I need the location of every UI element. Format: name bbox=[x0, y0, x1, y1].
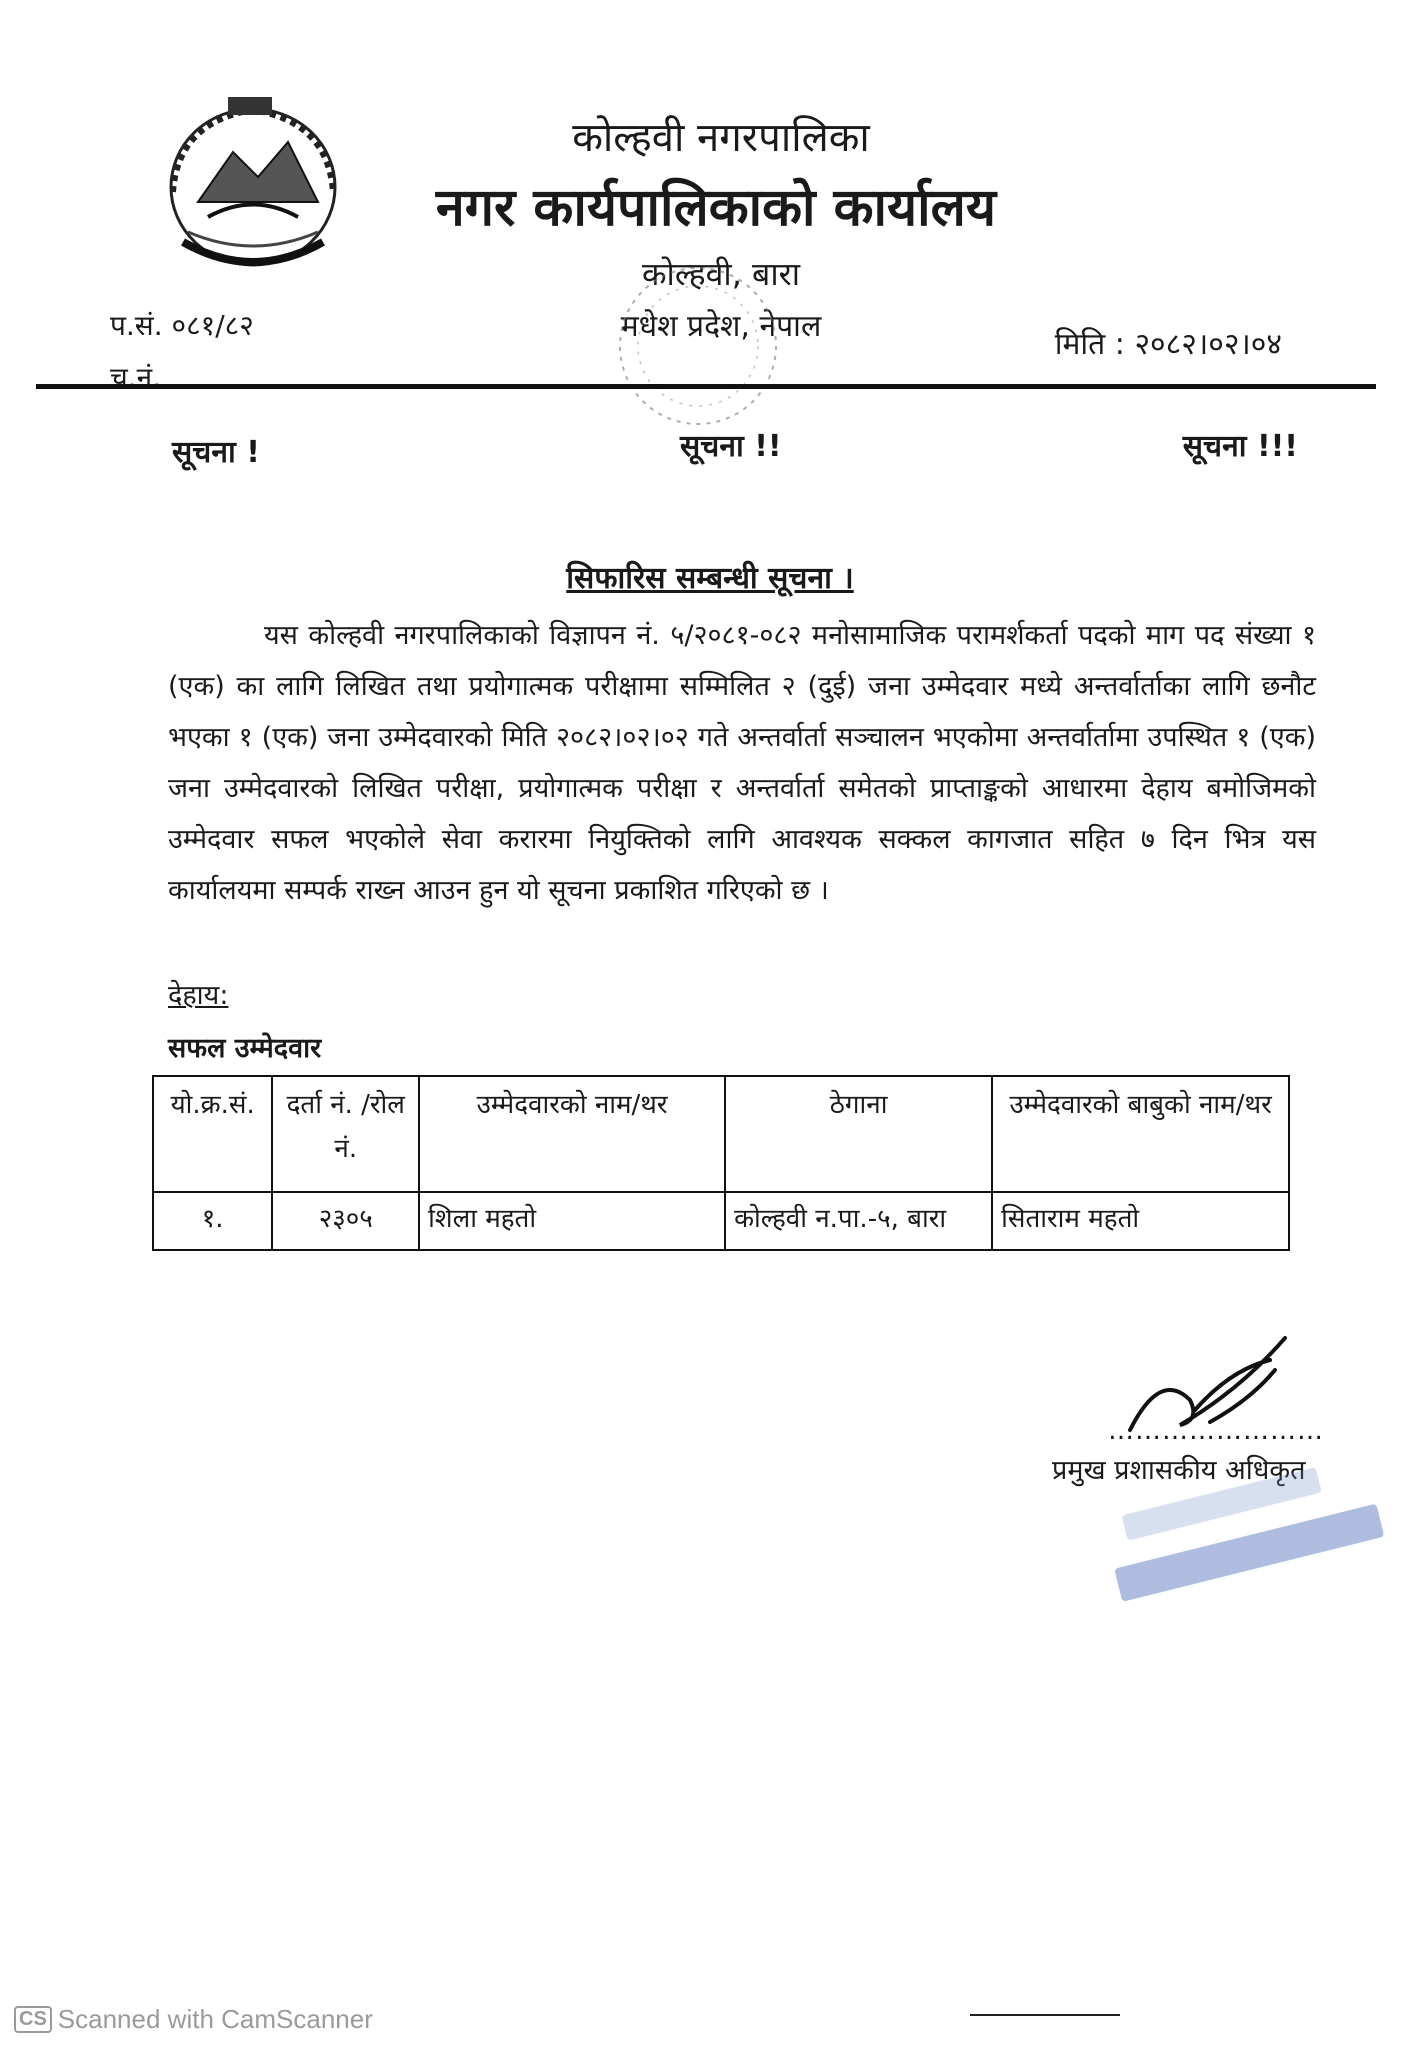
cell-roll: २३०५ bbox=[272, 1192, 419, 1250]
notice-heading-1: सूचना ! bbox=[172, 435, 260, 470]
notice-body bbox=[168, 610, 1316, 916]
signature-dots: …………………… bbox=[1108, 1416, 1324, 1446]
official-stamp-icon bbox=[1100, 1455, 1400, 1615]
scanner-text: Scanned with CamScanner bbox=[57, 2004, 373, 2034]
dehay-label: देहाय: bbox=[168, 980, 229, 1011]
bottom-mark-line bbox=[970, 2014, 1120, 2016]
office-stamp-icon bbox=[608, 226, 788, 446]
cell-serial: १. bbox=[153, 1192, 272, 1250]
reference-number: प.सं. ०८१/८२ bbox=[110, 309, 254, 342]
notice-heading-2: सूचना !! bbox=[680, 429, 782, 464]
municipality-name: कोल्हवी नगरपालिका bbox=[572, 115, 870, 161]
notice-subject: सिफारिस सम्बन्धी सूचना । bbox=[566, 561, 854, 596]
table-row bbox=[153, 1192, 1289, 1250]
scanner-logo-icon: CS bbox=[14, 2006, 52, 2033]
cell-address: कोल्हवी न.पा.-५, बारा bbox=[725, 1192, 992, 1250]
notice-heading-3: सूचना !!! bbox=[1182, 429, 1298, 464]
col-father-header: उम्मेदवारको बाबुको नाम/थर bbox=[992, 1076, 1289, 1192]
office-province: मधेश प्रदेश, नेपाल bbox=[620, 309, 822, 344]
dispatch-number: च.नं. bbox=[110, 361, 162, 394]
letter-date: मिति : २०८२।०२।०४ bbox=[1054, 327, 1282, 362]
col-serial-header: यो.क्र.सं. bbox=[153, 1076, 272, 1192]
col-address-header: ठेगाना bbox=[725, 1076, 992, 1192]
cell-name: शिला महतो bbox=[419, 1192, 725, 1250]
office-title: नगर कार्यपालिकाको कार्यालय bbox=[435, 178, 997, 238]
header-divider bbox=[36, 384, 1376, 389]
col-name-header: उम्मेदवारको नाम/थर bbox=[419, 1076, 725, 1192]
cell-father: सिताराम महतो bbox=[992, 1192, 1289, 1250]
office-location: कोल्हवी, बारा bbox=[641, 255, 800, 293]
col-roll-header: दर्ता नं. /रोल नं. bbox=[272, 1076, 419, 1192]
table-title: सफल उम्मेदवार bbox=[168, 1033, 322, 1064]
table-header-row bbox=[153, 1076, 1289, 1192]
signatory-designation: प्रमुख प्रशासकीय अधिकृत bbox=[1052, 1455, 1306, 1486]
candidate-table bbox=[152, 1075, 1290, 1251]
scanner-watermark bbox=[14, 2004, 373, 2035]
body-paragraph: यस कोल्हवी नगरपालिकाको विज्ञापन नं. ५/२०८१-०८२ मनोसामाजिक परामर्शकर्ता पदको माग पद संख्या १ (एक) का लागि लिखित तथा प्रयोगात्मक परीक्षामा सम्मिलित २ (दुई) जना उम्मेदवार मध्ये अन्तर्वार्ताका लागि छनौट भएका १ (एक) जना उम्मेदवारको मिति २०८२।०२।०२ गते अन्तर्वार्ता सञ्चालन भएकोमा अन्तर्वार्तामा उपस्थित १ (एक) जना उम्मेदवारको लिखित परीक्षा, प्रयोगात्मक परीक्षा र अन्तर्वार्ता समेतको प्राप्ताङ्कको आधारमा देहाय बमोजिमको उम्मेदवार सफल भएकोले सेवा करारमा नियुक्तिको लागि आवश्यक सक्कल कागजात सहित ७ दिन भित्र यस कार्यालयमा सम्पर्क राख्न आउन हुन यो सूचना प्रकाशित गरिएको छ । bbox=[168, 620, 1316, 906]
